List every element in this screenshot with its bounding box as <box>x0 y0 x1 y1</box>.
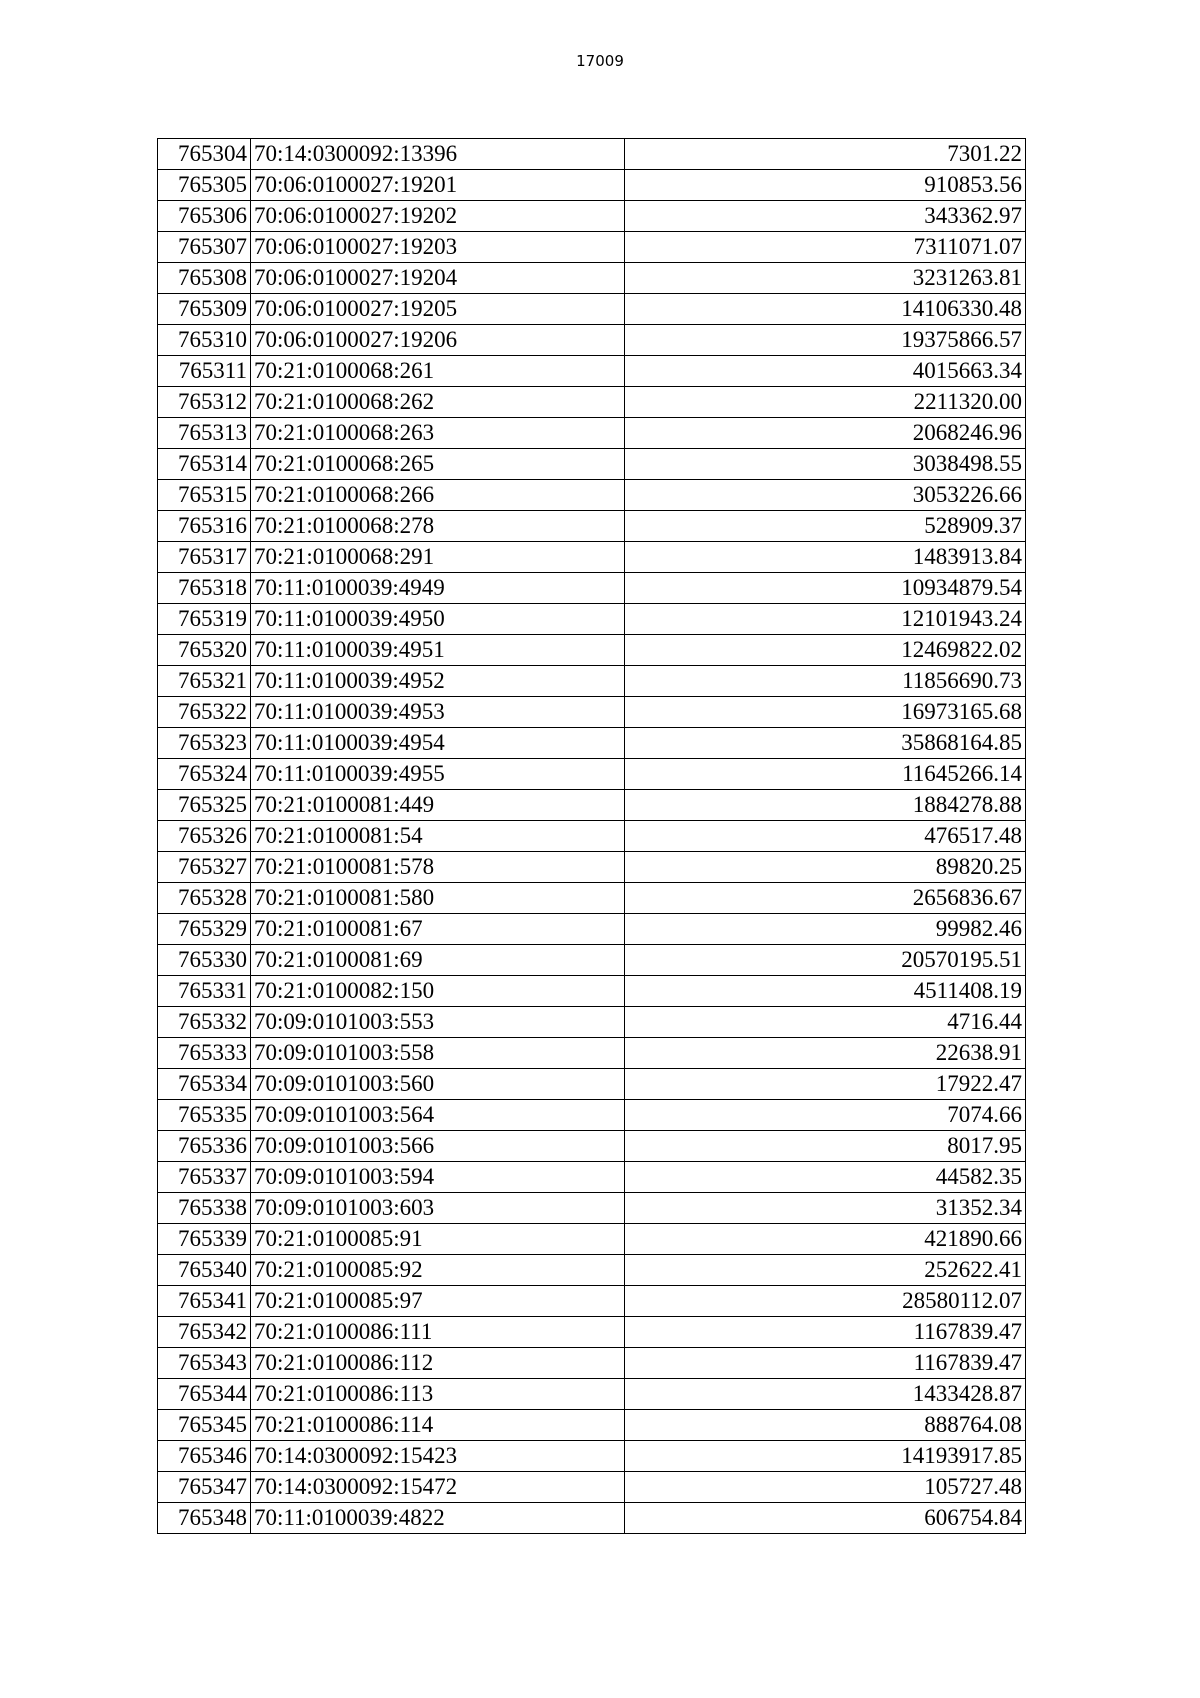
table-row <box>158 139 1026 170</box>
row-number-cell: 765323 <box>158 728 251 759</box>
table-row <box>158 1038 1026 1069</box>
cadastral-value-cell: 4511408.19 <box>624 976 1025 1007</box>
table-row <box>158 697 1026 728</box>
cadastral-value-cell: 105727.48 <box>624 1472 1025 1503</box>
row-number-cell: 765304 <box>158 139 251 170</box>
table-row <box>158 1472 1026 1503</box>
cadastral-value-cell: 22638.91 <box>624 1038 1025 1069</box>
cadastral-value-cell: 2211320.00 <box>624 387 1025 418</box>
row-number-cell: 765331 <box>158 976 251 1007</box>
row-number-cell: 765326 <box>158 821 251 852</box>
cadastral-value-cell: 19375866.57 <box>624 325 1025 356</box>
row-number-cell: 765347 <box>158 1472 251 1503</box>
table-row <box>158 883 1026 914</box>
cadastral-number-cell: 70:06:0100027:19201 <box>250 170 624 201</box>
table-row <box>158 604 1026 635</box>
cadastral-value-cell: 11645266.14 <box>624 759 1025 790</box>
cadastral-number-cell: 70:11:0100039:4955 <box>250 759 624 790</box>
row-number-cell: 765320 <box>158 635 251 666</box>
row-number-cell: 765337 <box>158 1162 251 1193</box>
row-number-cell: 765313 <box>158 418 251 449</box>
row-number-cell: 765317 <box>158 542 251 573</box>
row-number-cell: 765315 <box>158 480 251 511</box>
cadastral-number-cell: 70:21:0100085:92 <box>250 1255 624 1286</box>
cadastral-number-cell: 70:06:0100027:19202 <box>250 201 624 232</box>
table-row <box>158 728 1026 759</box>
table-row <box>158 1441 1026 1472</box>
cadastral-value-cell: 1884278.88 <box>624 790 1025 821</box>
table-row <box>158 1100 1026 1131</box>
cadastral-value-cell: 89820.25 <box>624 852 1025 883</box>
cadastral-value-cell: 12101943.24 <box>624 604 1025 635</box>
cadastral-number-cell: 70:11:0100039:4949 <box>250 573 624 604</box>
table-row <box>158 976 1026 1007</box>
cadastral-number-cell: 70:11:0100039:4822 <box>250 1503 624 1534</box>
cadastral-number-cell: 70:21:0100068:291 <box>250 542 624 573</box>
cadastral-number-cell: 70:21:0100068:278 <box>250 511 624 542</box>
cadastral-value-cell: 4015663.34 <box>624 356 1025 387</box>
table-row <box>158 201 1026 232</box>
table-row <box>158 449 1026 480</box>
cadastral-value-cell: 910853.56 <box>624 170 1025 201</box>
cadastral-number-cell: 70:21:0100068:266 <box>250 480 624 511</box>
cadastral-number-cell: 70:09:0101003:564 <box>250 1100 624 1131</box>
cadastral-value-cell: 3038498.55 <box>624 449 1025 480</box>
cadastral-number-cell: 70:09:0101003:560 <box>250 1069 624 1100</box>
table-row <box>158 945 1026 976</box>
cadastral-value-cell: 12469822.02 <box>624 635 1025 666</box>
cadastral-value-cell: 14106330.48 <box>624 294 1025 325</box>
cadastral-value-cell: 14193917.85 <box>624 1441 1025 1472</box>
row-number-cell: 765330 <box>158 945 251 976</box>
cadastral-number-cell: 70:09:0101003:594 <box>250 1162 624 1193</box>
cadastral-number-cell: 70:21:0100085:97 <box>250 1286 624 1317</box>
table-row <box>158 914 1026 945</box>
row-number-cell: 765338 <box>158 1193 251 1224</box>
cadastral-number-cell: 70:11:0100039:4954 <box>250 728 624 759</box>
cadastral-value-cell: 1433428.87 <box>624 1379 1025 1410</box>
cadastral-value-table <box>157 138 1026 1534</box>
cadastral-value-cell: 99982.46 <box>624 914 1025 945</box>
table-row <box>158 170 1026 201</box>
cadastral-number-cell: 70:21:0100081:69 <box>250 945 624 976</box>
row-number-cell: 765309 <box>158 294 251 325</box>
cadastral-value-cell: 3231263.81 <box>624 263 1025 294</box>
table-row <box>158 511 1026 542</box>
row-number-cell: 765306 <box>158 201 251 232</box>
row-number-cell: 765308 <box>158 263 251 294</box>
table-row <box>158 1286 1026 1317</box>
cadastral-value-cell: 2656836.67 <box>624 883 1025 914</box>
table-row <box>158 635 1026 666</box>
table-row <box>158 480 1026 511</box>
cadastral-value-cell: 28580112.07 <box>624 1286 1025 1317</box>
table-row <box>158 294 1026 325</box>
table-row <box>158 1317 1026 1348</box>
table-row <box>158 1348 1026 1379</box>
table-row <box>158 573 1026 604</box>
table-row <box>158 1379 1026 1410</box>
cadastral-number-cell: 70:06:0100027:19203 <box>250 232 624 263</box>
table-row <box>158 1007 1026 1038</box>
cadastral-number-cell: 70:09:0101003:603 <box>250 1193 624 1224</box>
row-number-cell: 765319 <box>158 604 251 635</box>
cadastral-value-cell: 4716.44 <box>624 1007 1025 1038</box>
cadastral-number-cell: 70:11:0100039:4951 <box>250 635 624 666</box>
cadastral-value-cell: 7301.22 <box>624 139 1025 170</box>
table-row <box>158 1069 1026 1100</box>
row-number-cell: 765342 <box>158 1317 251 1348</box>
cadastral-number-cell: 70:06:0100027:19205 <box>250 294 624 325</box>
cadastral-value-cell: 8017.95 <box>624 1131 1025 1162</box>
cadastral-value-cell: 20570195.51 <box>624 945 1025 976</box>
table-body <box>158 139 1026 1534</box>
cadastral-number-cell: 70:21:0100081:578 <box>250 852 624 883</box>
table-row <box>158 387 1026 418</box>
cadastral-number-cell: 70:09:0101003:566 <box>250 1131 624 1162</box>
row-number-cell: 765322 <box>158 697 251 728</box>
cadastral-number-cell: 70:21:0100086:112 <box>250 1348 624 1379</box>
row-number-cell: 765307 <box>158 232 251 263</box>
table-row <box>158 418 1026 449</box>
cadastral-value-cell: 421890.66 <box>624 1224 1025 1255</box>
row-number-cell: 765316 <box>158 511 251 542</box>
cadastral-value-cell: 7311071.07 <box>624 232 1025 263</box>
row-number-cell: 765312 <box>158 387 251 418</box>
row-number-cell: 765332 <box>158 1007 251 1038</box>
row-number-cell: 765327 <box>158 852 251 883</box>
row-number-cell: 765314 <box>158 449 251 480</box>
cadastral-number-cell: 70:11:0100039:4950 <box>250 604 624 635</box>
cadastral-number-cell: 70:06:0100027:19204 <box>250 263 624 294</box>
row-number-cell: 765335 <box>158 1100 251 1131</box>
cadastral-value-cell: 1167839.47 <box>624 1348 1025 1379</box>
row-number-cell: 765334 <box>158 1069 251 1100</box>
cadastral-number-cell: 70:21:0100081:67 <box>250 914 624 945</box>
table-row <box>158 759 1026 790</box>
table-row <box>158 666 1026 697</box>
table-row <box>158 542 1026 573</box>
cadastral-value-cell: 343362.97 <box>624 201 1025 232</box>
table-row <box>158 1224 1026 1255</box>
cadastral-value-cell: 528909.37 <box>624 511 1025 542</box>
table-row <box>158 1193 1026 1224</box>
cadastral-value-cell: 11856690.73 <box>624 666 1025 697</box>
row-number-cell: 765325 <box>158 790 251 821</box>
row-number-cell: 765339 <box>158 1224 251 1255</box>
cadastral-number-cell: 70:06:0100027:19206 <box>250 325 624 356</box>
cadastral-value-cell: 17922.47 <box>624 1069 1025 1100</box>
page-number: 17009 <box>576 52 624 70</box>
cadastral-number-cell: 70:14:0300092:15472 <box>250 1472 624 1503</box>
cadastral-value-cell: 35868164.85 <box>624 728 1025 759</box>
row-number-cell: 765336 <box>158 1131 251 1162</box>
cadastral-number-cell: 70:14:0300092:15423 <box>250 1441 624 1472</box>
row-number-cell: 765318 <box>158 573 251 604</box>
row-number-cell: 765340 <box>158 1255 251 1286</box>
cadastral-number-cell: 70:21:0100082:150 <box>250 976 624 1007</box>
row-number-cell: 765321 <box>158 666 251 697</box>
cadastral-value-cell: 16973165.68 <box>624 697 1025 728</box>
table-row <box>158 263 1026 294</box>
row-number-cell: 765328 <box>158 883 251 914</box>
row-number-cell: 765344 <box>158 1379 251 1410</box>
row-number-cell: 765341 <box>158 1286 251 1317</box>
row-number-cell: 765324 <box>158 759 251 790</box>
cadastral-value-cell: 476517.48 <box>624 821 1025 852</box>
table-row <box>158 356 1026 387</box>
cadastral-value-cell: 252622.41 <box>624 1255 1025 1286</box>
row-number-cell: 765346 <box>158 1441 251 1472</box>
row-number-cell: 765333 <box>158 1038 251 1069</box>
cadastral-value-cell: 3053226.66 <box>624 480 1025 511</box>
table-row <box>158 1410 1026 1441</box>
table-row <box>158 1162 1026 1193</box>
table-row <box>158 1503 1026 1534</box>
cadastral-number-cell: 70:21:0100068:265 <box>250 449 624 480</box>
cadastral-number-cell: 70:09:0101003:553 <box>250 1007 624 1038</box>
cadastral-number-cell: 70:21:0100081:580 <box>250 883 624 914</box>
cadastral-value-cell: 10934879.54 <box>624 573 1025 604</box>
table-row <box>158 325 1026 356</box>
table-row <box>158 1131 1026 1162</box>
table-row <box>158 1255 1026 1286</box>
cadastral-value-cell: 606754.84 <box>624 1503 1025 1534</box>
cadastral-value-cell: 888764.08 <box>624 1410 1025 1441</box>
row-number-cell: 765348 <box>158 1503 251 1534</box>
cadastral-value-cell: 31352.34 <box>624 1193 1025 1224</box>
row-number-cell: 765329 <box>158 914 251 945</box>
cadastral-number-cell: 70:21:0100086:114 <box>250 1410 624 1441</box>
table-row <box>158 790 1026 821</box>
table-row <box>158 821 1026 852</box>
cadastral-number-cell: 70:21:0100086:113 <box>250 1379 624 1410</box>
cadastral-number-cell: 70:11:0100039:4953 <box>250 697 624 728</box>
cadastral-number-cell: 70:09:0101003:558 <box>250 1038 624 1069</box>
cadastral-value-cell: 2068246.96 <box>624 418 1025 449</box>
row-number-cell: 765311 <box>158 356 251 387</box>
cadastral-number-cell: 70:14:0300092:13396 <box>250 139 624 170</box>
table-row <box>158 852 1026 883</box>
cadastral-value-cell: 1167839.47 <box>624 1317 1025 1348</box>
row-number-cell: 765305 <box>158 170 251 201</box>
row-number-cell: 765345 <box>158 1410 251 1441</box>
cadastral-number-cell: 70:21:0100068:263 <box>250 418 624 449</box>
row-number-cell: 765310 <box>158 325 251 356</box>
cadastral-value-cell: 7074.66 <box>624 1100 1025 1131</box>
cadastral-number-cell: 70:21:0100086:111 <box>250 1317 624 1348</box>
cadastral-number-cell: 70:21:0100081:54 <box>250 821 624 852</box>
row-number-cell: 765343 <box>158 1348 251 1379</box>
cadastral-number-cell: 70:21:0100068:261 <box>250 356 624 387</box>
table-row <box>158 232 1026 263</box>
cadastral-value-cell: 44582.35 <box>624 1162 1025 1193</box>
cadastral-number-cell: 70:11:0100039:4952 <box>250 666 624 697</box>
cadastral-number-cell: 70:21:0100085:91 <box>250 1224 624 1255</box>
cadastral-number-cell: 70:21:0100081:449 <box>250 790 624 821</box>
cadastral-number-cell: 70:21:0100068:262 <box>250 387 624 418</box>
cadastral-value-cell: 1483913.84 <box>624 542 1025 573</box>
